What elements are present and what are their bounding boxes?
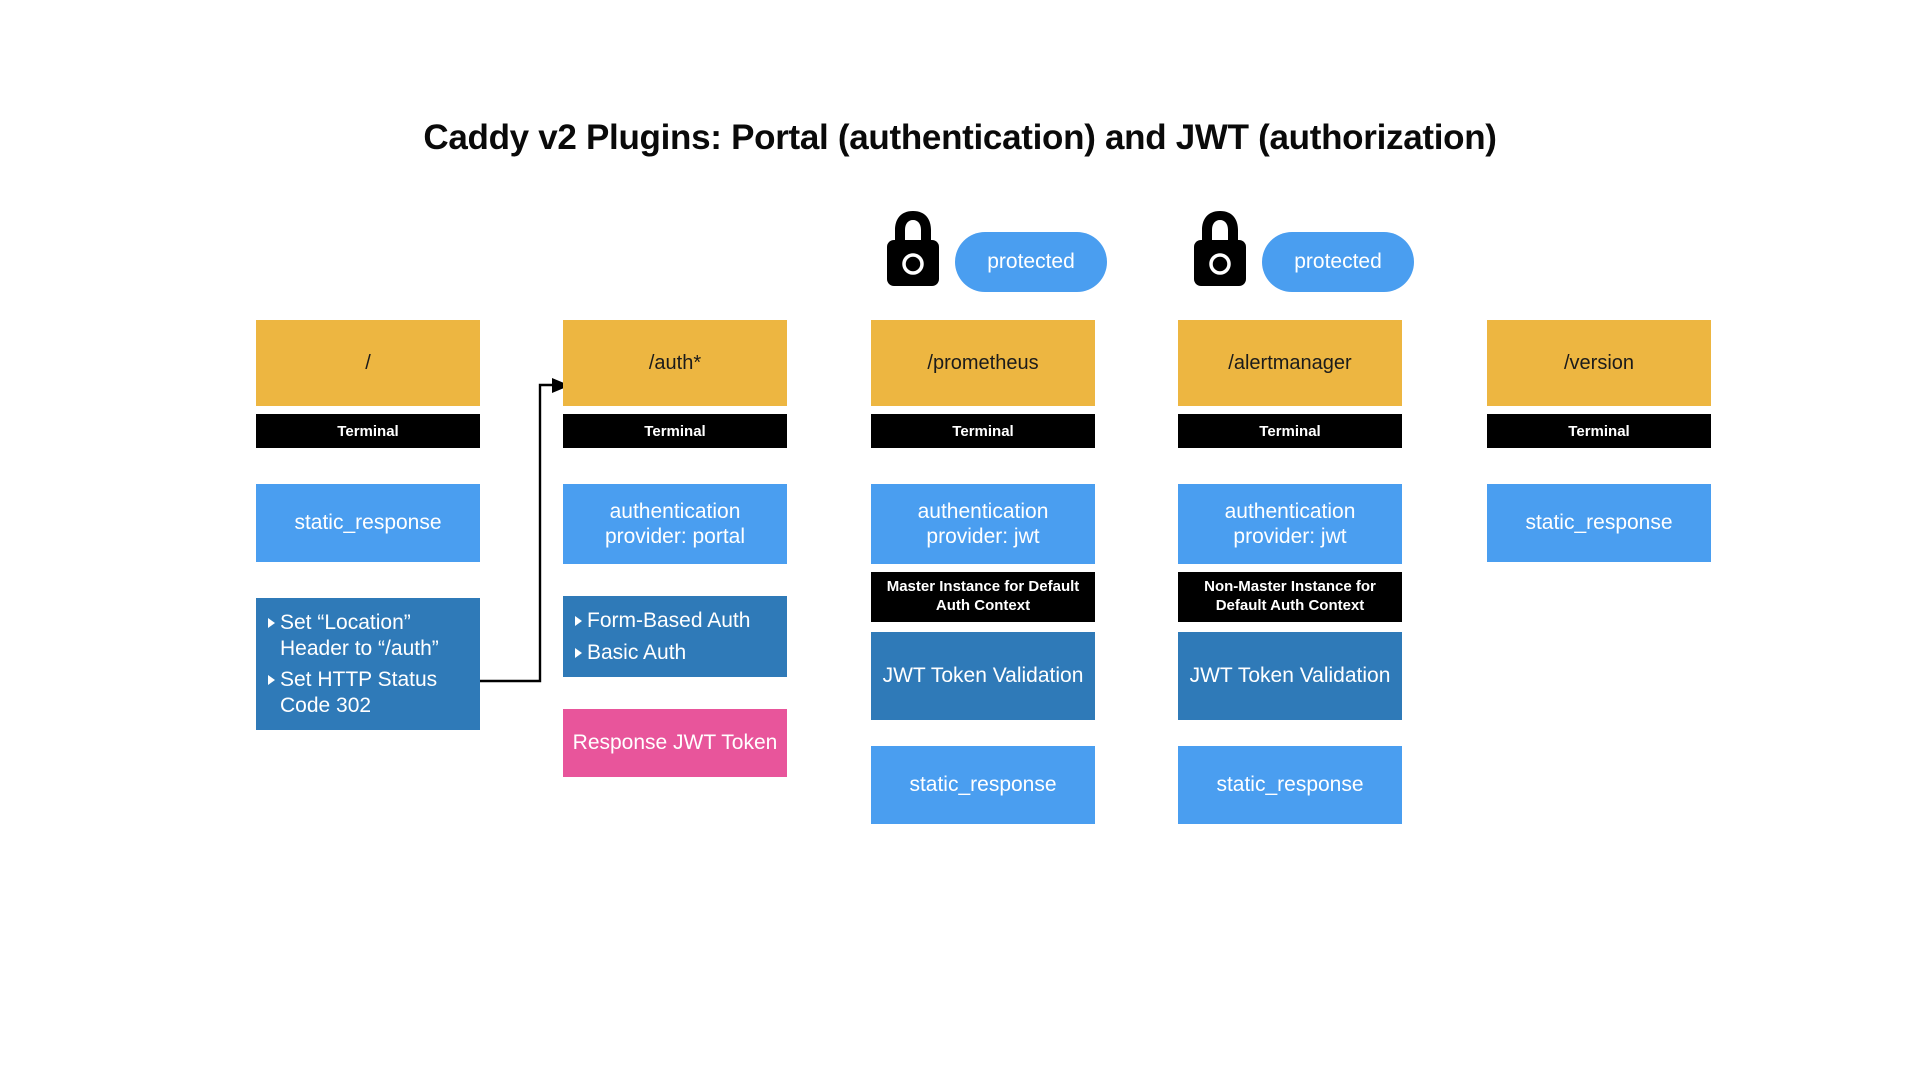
terminal-badge: Terminal — [871, 414, 1095, 448]
terminal-badge: Terminal — [256, 414, 480, 448]
list-item — [575, 640, 777, 666]
auth-provider-box[interactable]: authentication provider: jwt — [1178, 484, 1402, 564]
terminal-badge: Terminal — [563, 414, 787, 448]
protected-badge: protected — [1262, 232, 1414, 292]
jwt-validation-box[interactable]: JWT Token Validation — [871, 632, 1095, 720]
bullet-label: Set “Location” Header to “/auth” — [280, 611, 439, 660]
auth-provider-box[interactable]: authentication provider: portal — [563, 484, 787, 564]
lock-icon — [1191, 206, 1249, 288]
triangle-bullet-icon — [268, 675, 275, 685]
triangle-bullet-icon — [575, 648, 582, 658]
route-box[interactable]: /auth* — [563, 320, 787, 406]
auth-methods-box[interactable] — [563, 596, 787, 677]
column-auth — [563, 320, 787, 777]
list-item — [268, 610, 470, 661]
static-response-box[interactable]: static_response — [256, 484, 480, 562]
triangle-bullet-icon — [268, 618, 275, 628]
static-response-box[interactable]: static_response — [1178, 746, 1402, 824]
auth-context-badge: Non-Master Instance for Default Auth Context — [1178, 572, 1402, 622]
page-title: Caddy v2 Plugins: Portal (authentication) and JWT (authorization) — [423, 118, 1497, 157]
auth-provider-box[interactable]: authentication provider: jwt — [871, 484, 1095, 564]
terminal-badge: Terminal — [1178, 414, 1402, 448]
triangle-bullet-icon — [575, 616, 582, 626]
route-box[interactable]: /prometheus — [871, 320, 1095, 406]
bullet-label: Set HTTP Status Code 302 — [280, 668, 438, 717]
column-root — [256, 320, 480, 730]
directives-box[interactable] — [256, 598, 480, 730]
bullet-label: Form-Based Auth — [587, 609, 751, 632]
route-box[interactable]: / — [256, 320, 480, 406]
column-version — [1487, 320, 1711, 562]
static-response-box[interactable]: static_response — [1487, 484, 1711, 562]
response-jwt-token-box[interactable]: Response JWT Token — [563, 709, 787, 777]
protected-badge: protected — [955, 232, 1107, 292]
list-item — [575, 608, 777, 634]
route-box[interactable]: /alertmanager — [1178, 320, 1402, 406]
route-box[interactable]: /version — [1487, 320, 1711, 406]
lock-icon — [884, 206, 942, 288]
column-prometheus — [871, 320, 1095, 824]
bullet-label: Basic Auth — [587, 640, 687, 664]
jwt-validation-box[interactable]: JWT Token Validation — [1178, 632, 1402, 720]
terminal-badge: Terminal — [1487, 414, 1711, 448]
static-response-box[interactable]: static_response — [871, 746, 1095, 824]
column-alertmanager — [1178, 320, 1402, 824]
list-item — [268, 667, 470, 718]
auth-context-badge: Master Instance for Default Auth Context — [871, 572, 1095, 622]
